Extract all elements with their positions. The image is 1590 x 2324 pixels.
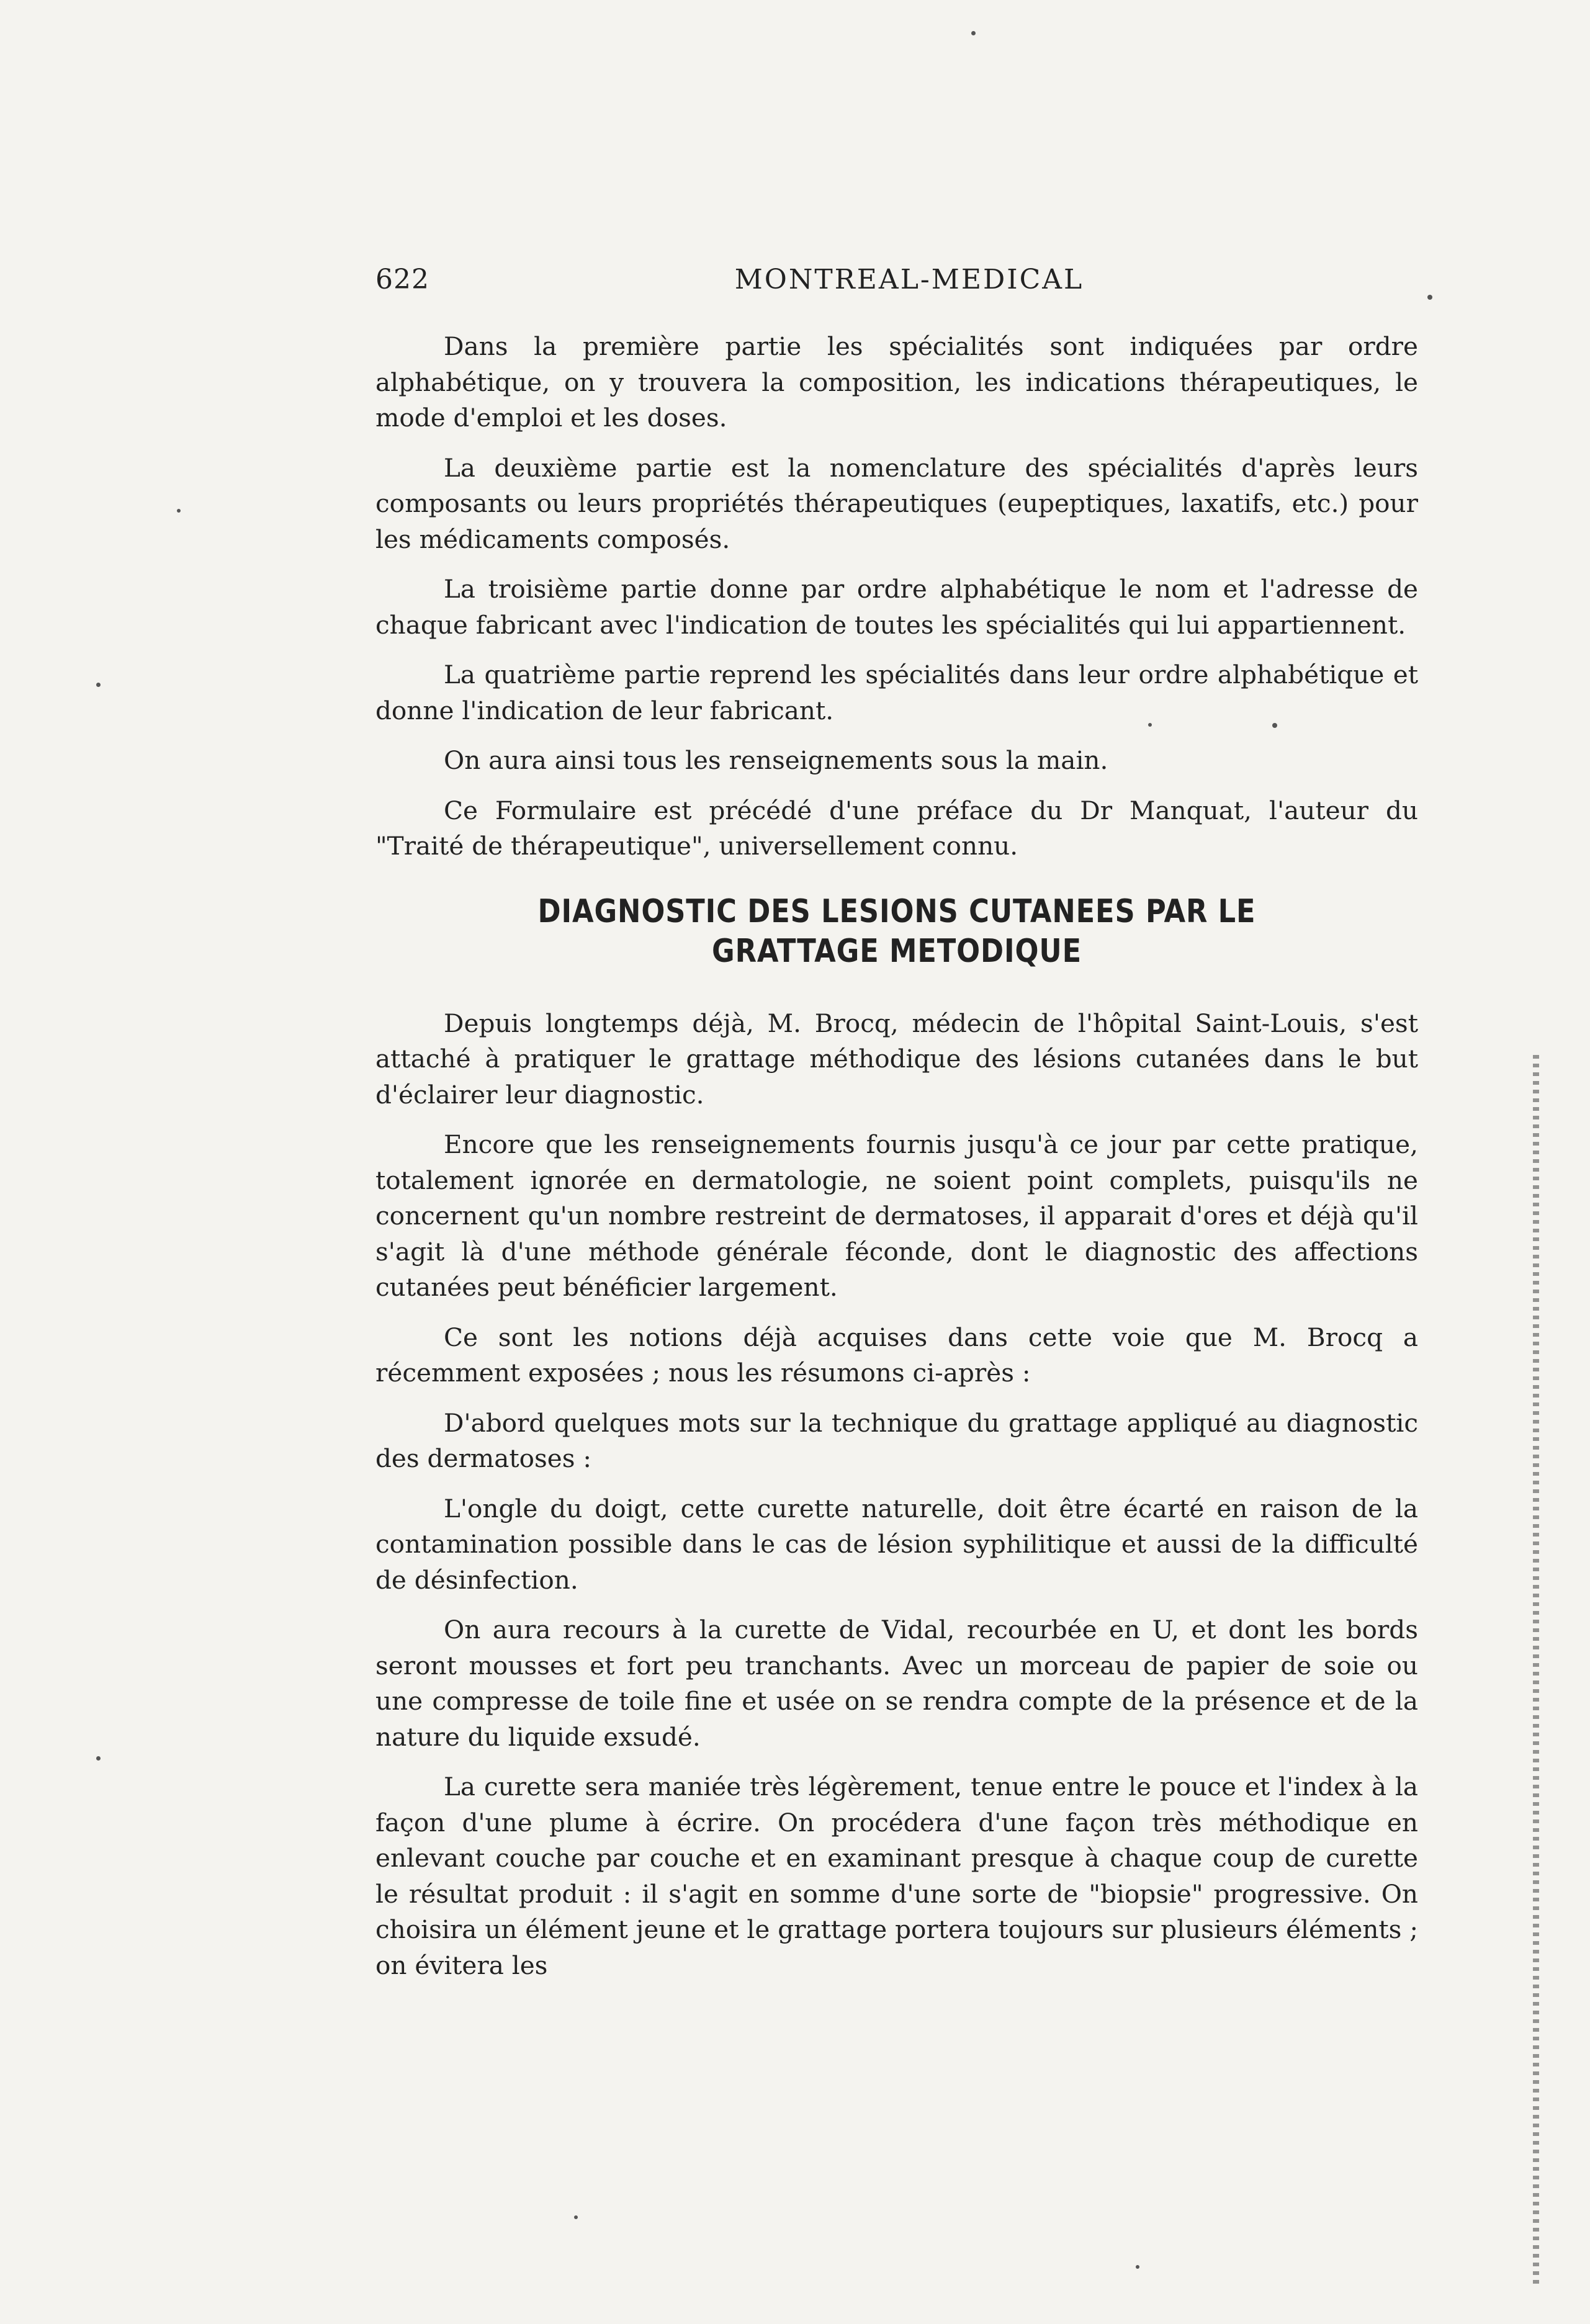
paragraph: L'ongle du doigt, cette curette naturelle, doit être écarté en raison de la contamination possible dans le cas de lésion syphilitique et aussi de la difficulté de désinfection. (375, 1493, 1418, 1595)
scan-edge-artifact (1533, 1055, 1539, 2284)
scan-speck (1148, 723, 1152, 727)
scan-speck (96, 1756, 101, 1761)
paragraph: Encore que les renseignements fournis jusqu'à ce jour par cette pratique, totalement ignorée en dermatologie, ne soient point complets, puisqu'ils ne concernent qu'un nombre restreint de dermatoses, il apparait d'ores et déjà qu'il s'agit là d'une méthode générale féconde, dont le diagnostic des affections cutanées peut bénéficier largement. (375, 1129, 1418, 1302)
scan-speck (1136, 2265, 1139, 2269)
paragraph: On aura recours à la curette de Vidal, recourbée en U, et dont les bords seront mousses et fort peu tranchants. Avec un morceau de papier de soie ou une compresse de toile fine et usée on se rendra compte de la présence et de la nature du liquide exsudé. (375, 1615, 1418, 1752)
page-header (375, 264, 1443, 307)
paragraph: La troisième partie donne par ordre alphabétique le nom et l'adresse de chaque fabricant avec l'indication de toutes les spécialités qui lui appartiennent. (375, 574, 1418, 640)
scan-speck (177, 509, 181, 513)
scan-speck (971, 31, 976, 35)
page-body (375, 329, 1418, 1998)
scan-speck (574, 2215, 578, 2219)
scan-speck (1272, 723, 1277, 728)
journal-title: MONTREAL-MEDICAL (734, 264, 1084, 295)
paragraph: La quatrième partie reprend les spécialités dans leur ordre alphabétique et donne l'indication de leur fabricant. (375, 660, 1418, 725)
paragraph: D'abord quelques mots sur la technique du grattage appliqué au diagnostic des dermatoses : (375, 1407, 1418, 1473)
paragraph: On aura ainsi tous les renseignements sous la main. (444, 745, 1108, 775)
paragraph: La curette sera maniée très légèrement, tenue entre le pouce et l'index à la façon d'une plume à écrire. On procédera d'une façon très méthodique en enlevant couche par couche et en examinant presque à chaque coup de curette le résultat produit : il s'agit en somme d'une sorte de "biopsie" progressive. On choisira un élément jeune et le grattage portera toujours sur plusieurs éléments ; on évitera les (375, 1772, 1418, 1980)
paragraph: Ce sont les notions déjà acquises dans cette voie que M. Brocq a récemment exposées ; nous les résumons ci-après : (375, 1322, 1418, 1388)
paragraph: Ce Formulaire est précédé d'une préface du Dr Manquat, l'auteur du "Traité de thérapeutique", universellement connu. (375, 795, 1418, 861)
paragraph: La deuxième partie est la nomenclature des spécialités d'après leurs composants ou leurs propriétés thérapeutiques (eupeptiques, laxatifs, etc.) pour les médicaments composés. (375, 452, 1418, 554)
scan-speck (1427, 295, 1432, 300)
paragraph: Depuis longtemps déjà, M. Brocq, médecin de l'hôpital Saint-Louis, s'est attaché à pratiquer le grattage méthodique des lésions cutanées dans le but d'éclairer leur diagnostic. (375, 1008, 1418, 1110)
page-number: 622 (375, 264, 429, 295)
section-heading: DIAGNOSTIC DES LESIONS CUTANEES PAR LE GRATTAGE METODIQUE (537, 892, 1256, 970)
scan-speck (96, 683, 101, 687)
paragraph: Dans la première partie les spécialités sont indiquées par ordre alphabétique, on y trouvera la composition, les indications thérapeutiques, le mode d'emploi et les doses. (375, 331, 1418, 433)
